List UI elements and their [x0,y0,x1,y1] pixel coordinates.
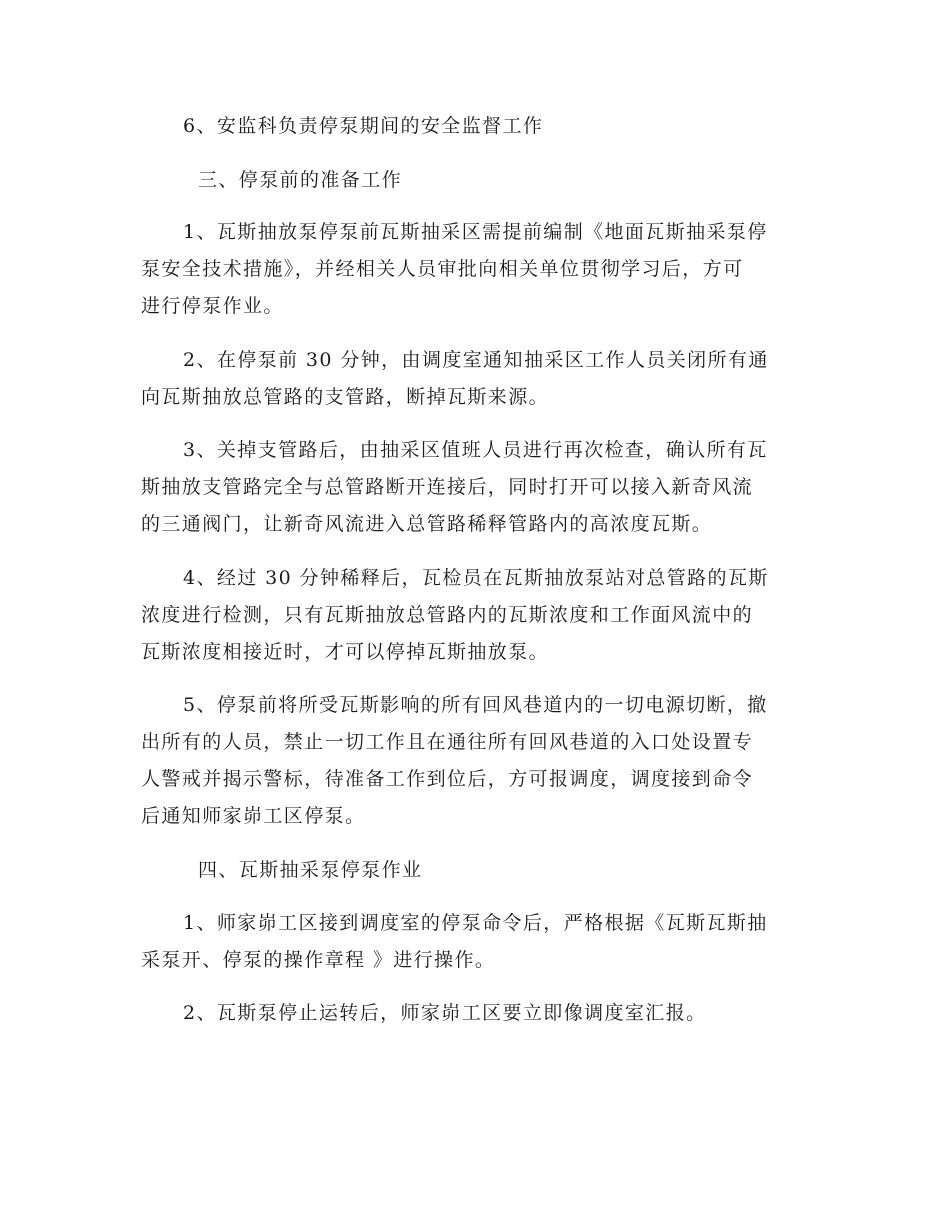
text-line-para1-3: 进行停泵作业。 [141,295,284,317]
text-line-para6-2: 采泵开、停泵的操作章程 》进行操作。 [141,949,496,971]
text-line-para2-2: 向瓦斯抽放总管路的支管路，断掉瓦斯来源。 [141,386,550,408]
text-line-para5-2: 出所有的人员，禁止一切工作且在通往所有回风巷道的入口处设置专 [141,731,754,753]
text-line-para3-2: 斯抽放支管路完全与总管路断开连接后，同时打开可以接入新奇风流 [141,476,754,498]
text-line-para4-2: 浓度进行检测，只有瓦斯抽放总管路内的瓦斯浓度和工作面风流中的 [141,604,754,626]
text-line-item-6: 6、安监科负责停泵期间的安全监督工作 [183,115,544,137]
text-line-para3-1: 3、关掉支管路后，由抽采区值班人员进行再次检查，确认所有瓦 [183,439,768,461]
text-line-para6-1: 1、师家峁工区接到调度室的停泵命令后，严格根据《瓦斯瓦斯抽 [183,912,768,934]
text-line-para4-1: 4、经过 30 分钟稀释后，瓦检员在瓦斯抽放泵站对总管路的瓦斯 [183,567,769,589]
section-heading-4: 四、瓦斯抽采泵停泵作业 [198,859,423,881]
text-line-para5-1: 5、停泵前将所受瓦斯影响的所有回风巷道内的一切电源切断，撤 [183,694,768,716]
section-heading-3: 三、停泵前的准备工作 [198,169,403,191]
text-line-para1-1: 1、瓦斯抽放泵停泵前瓦斯抽采区需提前编制《地面瓦斯抽采泵停 [183,221,768,243]
text-line-para2-1: 2、在停泵前 30 分钟，由调度室通知抽采区工作人员关闭所有通 [183,349,769,371]
text-line-para4-3: 瓦斯浓度相接近时，才可以停掉瓦斯抽放泵。 [141,641,550,663]
text-line-para5-3: 人警戒并揭示警标，待准备工作到位后，方可报调度，调度接到命令 [141,768,754,790]
text-line-para1-2: 泵安全技术措施》，并经相关人员审批向相关单位贯彻学习后，方可 [141,258,744,280]
text-line-para3-3: 的三通阀门，让新奇风流进入总管路稀释管路内的高浓度瓦斯。 [141,513,713,535]
text-line-para5-4: 后通知师家峁工区停泵。 [141,805,366,827]
text-line-para7-1: 2、瓦斯泵停止运转后，师家峁工区要立即像调度室汇报。 [183,1002,707,1024]
